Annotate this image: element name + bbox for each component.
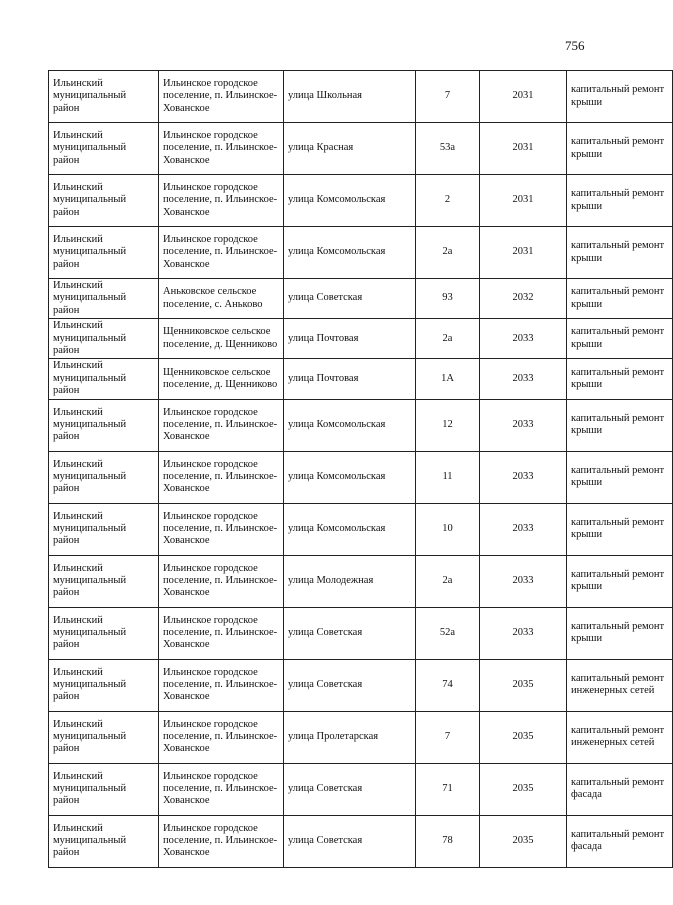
- year-cell: 2035: [480, 659, 567, 711]
- year-cell: 2033: [480, 359, 567, 399]
- street-cell: улица Почтовая: [284, 319, 416, 359]
- settlement-cell: Ильинское городское поселение, п. Ильинское-Хованское: [159, 227, 284, 279]
- year-cell: 2033: [480, 319, 567, 359]
- district-cell: Ильинский муниципальный район: [49, 123, 159, 175]
- settlement-cell: Ильинское городское поселение, п. Ильинское-Хованское: [159, 503, 284, 555]
- street-cell: улица Молодежная: [284, 555, 416, 607]
- table-row: [49, 227, 673, 279]
- year-cell: 2033: [480, 555, 567, 607]
- street-cell: улица Советская: [284, 815, 416, 867]
- work-type-cell: капитальный ремонт крыши: [567, 227, 673, 279]
- table-row: [49, 175, 673, 227]
- year-cell: 2031: [480, 175, 567, 227]
- work-type-cell: капитальный ремонт крыши: [567, 399, 673, 451]
- work-type-cell: капитальный ремонт крыши: [567, 607, 673, 659]
- table-row: [49, 399, 673, 451]
- house-number-cell: 74: [416, 659, 480, 711]
- year-cell: 2031: [480, 123, 567, 175]
- table-row: [49, 555, 673, 607]
- table-row: [49, 607, 673, 659]
- house-number-cell: 11: [416, 451, 480, 503]
- street-cell: улица Комсомольская: [284, 175, 416, 227]
- street-cell: улица Почтовая: [284, 359, 416, 399]
- street-cell: улица Красная: [284, 123, 416, 175]
- year-cell: 2035: [480, 711, 567, 763]
- work-type-cell: капитальный ремонт крыши: [567, 503, 673, 555]
- house-number-cell: 1А: [416, 359, 480, 399]
- house-number-cell: 10: [416, 503, 480, 555]
- district-cell: Ильинский муниципальный район: [49, 227, 159, 279]
- house-number-cell: 52а: [416, 607, 480, 659]
- work-type-cell: капитальный ремонт крыши: [567, 359, 673, 399]
- work-type-cell: капитальный ремонт инженерных сетей: [567, 711, 673, 763]
- table-row: [49, 71, 673, 123]
- settlement-cell: Ильинское городское поселение, п. Ильинское-Хованское: [159, 175, 284, 227]
- page-number: 756: [565, 38, 585, 53]
- table-row: [49, 451, 673, 503]
- district-cell: Ильинский муниципальный район: [49, 659, 159, 711]
- table-row: [49, 711, 673, 763]
- house-number-cell: 2а: [416, 227, 480, 279]
- year-cell: 2035: [480, 763, 567, 815]
- settlement-cell: Ильинское городское поселение, п. Ильинское-Хованское: [159, 71, 284, 123]
- work-type-cell: капитальный ремонт фасада: [567, 815, 673, 867]
- table-row: [49, 659, 673, 711]
- street-cell: улица Школьная: [284, 71, 416, 123]
- district-cell: Ильинский муниципальный район: [49, 399, 159, 451]
- table-row: [49, 123, 673, 175]
- work-type-cell: капитальный ремонт крыши: [567, 175, 673, 227]
- table-row: [49, 319, 673, 359]
- house-number-cell: 2а: [416, 319, 480, 359]
- district-cell: Ильинский муниципальный район: [49, 319, 159, 359]
- street-cell: улица Советская: [284, 659, 416, 711]
- repair-schedule-table: [48, 70, 673, 868]
- district-cell: Ильинский муниципальный район: [49, 175, 159, 227]
- settlement-cell: Щенниковское сельское поселение, д. Щенниково: [159, 319, 284, 359]
- district-cell: Ильинский муниципальный район: [49, 815, 159, 867]
- settlement-cell: Щенниковское сельское поселение, д. Щенниково: [159, 359, 284, 399]
- district-cell: Ильинский муниципальный район: [49, 71, 159, 123]
- work-type-cell: капитальный ремонт крыши: [567, 555, 673, 607]
- year-cell: 2033: [480, 607, 567, 659]
- year-cell: 2035: [480, 815, 567, 867]
- year-cell: 2031: [480, 71, 567, 123]
- settlement-cell: Ильинское городское поселение, п. Ильинское-Хованское: [159, 763, 284, 815]
- table-row: [49, 763, 673, 815]
- table-row: [49, 815, 673, 867]
- work-type-cell: капитальный ремонт крыши: [567, 451, 673, 503]
- settlement-cell: Ильинское городское поселение, п. Ильинское-Хованское: [159, 815, 284, 867]
- table-row: [49, 359, 673, 399]
- district-cell: Ильинский муниципальный район: [49, 555, 159, 607]
- house-number-cell: 71: [416, 763, 480, 815]
- street-cell: улица Советская: [284, 763, 416, 815]
- table-body: [49, 71, 673, 868]
- work-type-cell: капитальный ремонт крыши: [567, 319, 673, 359]
- settlement-cell: Ильинское городское поселение, п. Ильинское-Хованское: [159, 451, 284, 503]
- year-cell: 2033: [480, 399, 567, 451]
- house-number-cell: 7: [416, 71, 480, 123]
- work-type-cell: капитальный ремонт крыши: [567, 279, 673, 319]
- table-row: [49, 503, 673, 555]
- house-number-cell: 53а: [416, 123, 480, 175]
- year-cell: 2033: [480, 451, 567, 503]
- street-cell: улица Комсомольская: [284, 227, 416, 279]
- year-cell: 2031: [480, 227, 567, 279]
- settlement-cell: Ильинское городское поселение, п. Ильинское-Хованское: [159, 399, 284, 451]
- settlement-cell: Аньковское сельское поселение, с. Аньково: [159, 279, 284, 319]
- street-cell: улица Пролетарская: [284, 711, 416, 763]
- house-number-cell: 12: [416, 399, 480, 451]
- settlement-cell: Ильинское городское поселение, п. Ильинское-Хованское: [159, 555, 284, 607]
- work-type-cell: капитальный ремонт крыши: [567, 123, 673, 175]
- house-number-cell: 93: [416, 279, 480, 319]
- district-cell: Ильинский муниципальный район: [49, 607, 159, 659]
- house-number-cell: 2а: [416, 555, 480, 607]
- district-cell: Ильинский муниципальный район: [49, 279, 159, 319]
- table-row: [49, 279, 673, 319]
- street-cell: улица Комсомольская: [284, 399, 416, 451]
- district-cell: Ильинский муниципальный район: [49, 359, 159, 399]
- settlement-cell: Ильинское городское поселение, п. Ильинское-Хованское: [159, 659, 284, 711]
- work-type-cell: капитальный ремонт крыши: [567, 71, 673, 123]
- house-number-cell: 2: [416, 175, 480, 227]
- work-type-cell: капитальный ремонт инженерных сетей: [567, 659, 673, 711]
- district-cell: Ильинский муниципальный район: [49, 451, 159, 503]
- district-cell: Ильинский муниципальный район: [49, 711, 159, 763]
- house-number-cell: 78: [416, 815, 480, 867]
- settlement-cell: Ильинское городское поселение, п. Ильинское-Хованское: [159, 711, 284, 763]
- year-cell: 2032: [480, 279, 567, 319]
- settlement-cell: Ильинское городское поселение, п. Ильинское-Хованское: [159, 607, 284, 659]
- year-cell: 2033: [480, 503, 567, 555]
- district-cell: Ильинский муниципальный район: [49, 763, 159, 815]
- work-type-cell: капитальный ремонт фасада: [567, 763, 673, 815]
- street-cell: улица Комсомольская: [284, 451, 416, 503]
- street-cell: улица Советская: [284, 607, 416, 659]
- house-number-cell: 7: [416, 711, 480, 763]
- settlement-cell: Ильинское городское поселение, п. Ильинское-Хованское: [159, 123, 284, 175]
- street-cell: улица Комсомольская: [284, 503, 416, 555]
- street-cell: улица Советская: [284, 279, 416, 319]
- district-cell: Ильинский муниципальный район: [49, 503, 159, 555]
